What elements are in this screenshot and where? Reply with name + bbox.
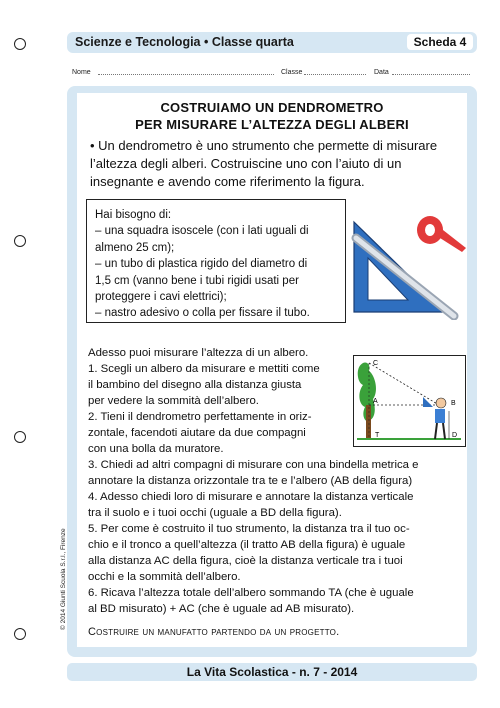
learning-goal: Costruire un manufatto partendo da un progetto. — [88, 626, 340, 638]
label-b: B — [451, 400, 456, 407]
subject-label: Scienze e Tecnologia • Classe quarta — [75, 35, 294, 49]
nome-label: Nome — [72, 69, 91, 76]
materials-line: 1,5 cm (vanno bene i tubi rigidi usati per — [95, 274, 299, 287]
label-a: A — [373, 398, 378, 405]
page-title-line2: PER MISURARE L’ALTEZZA DEGLI ALBERI — [135, 117, 409, 132]
classe-label: Classe — [281, 69, 303, 76]
instruction-line: per vedere la sommità dell’albero. — [88, 395, 259, 407]
materials-line: almeno 25 cm); — [95, 241, 175, 254]
scheda-badge: Scheda 4 — [407, 34, 473, 50]
instruction-line: 5. Per come è costruito il tuo strumento, la distanza tra il tuo oc- — [88, 523, 410, 535]
instruction-line: alla distanza AC della figura, cioè la distanza verticale tra i tuoi — [88, 555, 403, 567]
instruction-line: al BD misurato) + AC (che è uguale ad AB misurato). — [88, 603, 355, 615]
label-t: T — [375, 432, 380, 439]
instruction-line: occhi e la sommità dell’albero. — [88, 571, 241, 583]
tree-measurement-figure — [353, 355, 466, 447]
materials-box — [86, 199, 346, 323]
label-d: D — [452, 432, 458, 439]
materials-line: – una squadra isoscele (con i lati uguali di — [95, 225, 309, 238]
instruction-line: Adesso puoi misurare l’altezza di un albero. — [88, 347, 309, 359]
instruction-line: il bambino del disegno alla distanza giusta — [88, 379, 302, 391]
instruction-line: tra il suolo e i tuoi occhi (uguale a BD della figura). — [88, 507, 342, 519]
binder-hole-middle — [14, 235, 26, 247]
footer-bar: La Vita Scolastica - n. 7 - 2014 — [67, 663, 477, 681]
page-title-line1: COSTRUIAMO UN DENDROMETRO — [160, 100, 384, 115]
binder-hole-bottom — [14, 628, 26, 640]
materials-line: proteggere i cavi elettrici); — [95, 291, 227, 304]
instruction-line: 4. Adesso chiedi loro di misurare e annotare la distanza verticale — [88, 491, 414, 503]
materials-line: – un tubo di plastica rigido del diametro di — [95, 258, 308, 271]
materials-line: – nastro adesivo o colla per fissare il tubo. — [95, 307, 310, 320]
data-field[interactable] — [392, 74, 470, 75]
header-bar — [67, 32, 477, 53]
instruction-line: zontale, facendoti aiutare da due compagni — [88, 427, 306, 439]
nome-field[interactable] — [98, 74, 274, 75]
instruction-line: 1. Scegli un albero da misurare e mettiti come — [88, 363, 320, 375]
intro-paragraph: • Un dendrometro è uno strumento che permette di misurare l’altezza degli alberi. Costruiscine uno con l’aiuto di un insegnante e avendo come riferimento la figura. — [90, 137, 466, 191]
classe-field[interactable] — [304, 74, 366, 75]
materials-line: Hai bisogno di: — [95, 209, 172, 221]
instruction-line: 3. Chiedi ad altri compagni di misurare con una bindella metrica e — [88, 459, 419, 471]
data-label: Data — [374, 69, 389, 76]
label-c: C — [373, 360, 379, 367]
instruction-line: 6. Ricava l’altezza totale dell’albero sommando TA (che è uguale — [88, 587, 414, 599]
instruction-line: con una bolla da muratore. — [88, 443, 224, 455]
set-square-illustration — [350, 208, 468, 320]
binder-hole-top — [14, 38, 26, 50]
instruction-line: chio e il tronco a quell’altezza (il tratto AB della figura) è uguale — [88, 539, 406, 551]
binder-hole-lower — [14, 431, 26, 443]
instruction-line: 2. Tieni il dendrometro perfettamente in oriz- — [88, 411, 312, 423]
copyright-notice: © 2014 Giunti Scuola S.r.l., Firenze — [60, 528, 67, 630]
instruction-line: annotare la distanza orizzontale tra te e l’albero (AB della figura) — [88, 475, 413, 487]
